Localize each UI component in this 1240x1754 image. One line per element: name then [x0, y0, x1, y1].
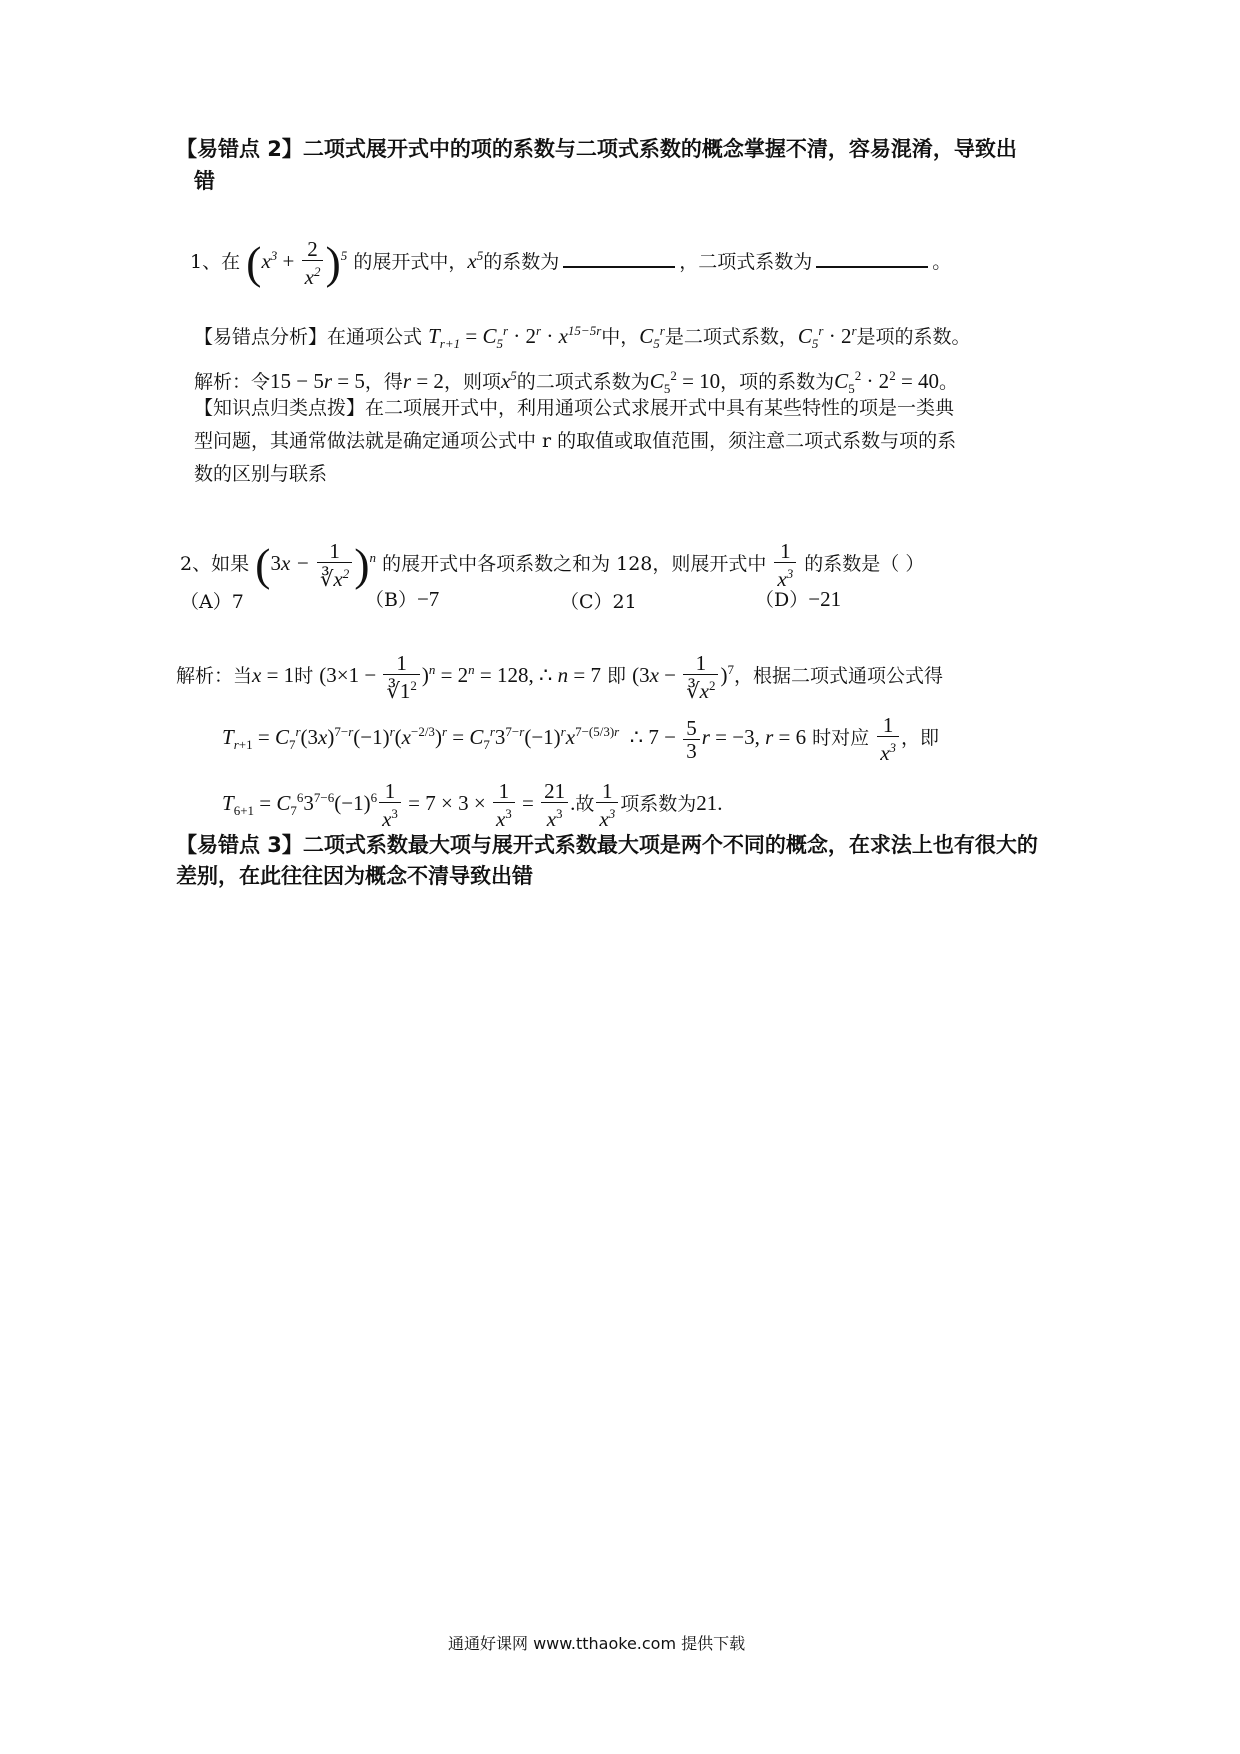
solution2-line2-end: ，即 [901, 727, 940, 749]
solution1-term: $x^5$ [500, 368, 517, 393]
term-t7-calculation: $T_{6+1} = C_7^63^{7-6}(-1)^6$ $\frac{1}{x^3}$ = 7 × 3 × $\frac{1}{x^3}$ = $\frac{21}{x^3}$ . [222, 779, 576, 832]
option-b[interactable] [365, 584, 439, 615]
solution2-label: 解析：当 [176, 665, 253, 687]
q1-prefix: 1、在 [190, 251, 241, 273]
section2-heading-line1: 【易错点 2】二项式展开式中的项的系数与二项式系数的概念掌握不清，容易混淆，导致出 [176, 137, 1017, 161]
q1-term: $x^5$ [467, 248, 484, 273]
knowledge-line2: 型问题，其通常做法就是确定通项公式中 r 的取值或取值范围，须注意二项式系数与项的系 [194, 430, 957, 452]
solution1-text-a: ，得 [364, 371, 403, 393]
solution2-target-term: $\frac{1}{x^3}$ [877, 714, 899, 764]
solution1-end: 。 [939, 371, 959, 393]
option-d-label: （D） [755, 589, 809, 611]
q1-mid: 的展开式中， [353, 251, 468, 273]
q2-mid: 的展开式中各项系数之和为 128，则展开式中 [382, 553, 767, 575]
option-a-label: （A） [180, 591, 232, 613]
option-d-value: −21 [808, 587, 842, 611]
analysis1-text-d: 是项的系数。 [856, 326, 971, 348]
term-coef-expr: $C_5^r \cdot 2^r$ [797, 323, 857, 352]
solution1-label: 解析：令 [194, 371, 271, 393]
option-d[interactable] [755, 584, 841, 615]
option-a[interactable] [180, 587, 244, 617]
q2-binomial-expression: (3x − $\frac{1}{∛x^2}$ )$^n$ [255, 539, 377, 592]
x-equals-1: x = 1 [252, 663, 295, 687]
q1-binomial-expression: ($x^3$ + $\frac{2}{x^2}$ )$^5$ [246, 237, 348, 290]
general-term-expansion: $T_{r+1} = C_7^r(3x)^{7-r}(-1)^r(x^{-2/3})^r = C_7^r3^{7-r}(-1)^rx^{7-(5/3)r}$ ∴ 7 − $\frac{5}{3}$ r = −3, r = 6 [222, 715, 807, 763]
option-b-label: （B） [365, 589, 417, 611]
solution1-text-b: ，则项 [443, 371, 501, 393]
option-c-value: 21 [612, 591, 637, 613]
q1-binom-label: ，二项式系数为 [679, 251, 813, 273]
solution1-text-c: 的二项式系数为 [516, 371, 650, 393]
option-c-label: （C） [560, 591, 613, 613]
solution2-when: 时 [294, 665, 314, 687]
solution2-tail: ，根据二项式通项公式得 [733, 665, 943, 687]
solution1-text-d: ，项的系数为 [720, 371, 835, 393]
solution2-ji: 即 [607, 665, 627, 687]
solution2-gu: 故 [575, 793, 595, 815]
analysis1-label: 【易错点分析】 [194, 326, 328, 348]
analysis-1 [194, 316, 971, 359]
option-a-value: 7 [231, 591, 244, 613]
section2-heading-line2: 错 [194, 169, 215, 193]
general-term-formula: $T_{r+1} = C_5^r \cdot 2^r \cdot x^{15-5r}$ [428, 323, 602, 352]
q1-binom-blank[interactable] [816, 248, 928, 268]
equation-15-5r: 15 − 5r = 5 [270, 369, 365, 393]
solution2-answer: 21 [696, 791, 718, 815]
knowledge-line3: 数的区别与联系 [194, 463, 328, 485]
q1-coef-label: 的系数为 [483, 251, 560, 273]
solution2-final-term: $\frac{1}{x^3}$ [596, 780, 618, 830]
solution2-line3-end: 项系数为 [620, 793, 697, 815]
q2-end: 的系数是（ ） [804, 553, 925, 575]
question-1 [190, 226, 951, 292]
section3-heading-line2: 差别，在此往往因为概念不清导致出错 [176, 864, 533, 888]
sum-of-coefficients: (3×1 − $\frac{1}{∛1^2}$ )$^n = 2^n = 128$, ∴ n = 7 [319, 651, 601, 704]
solution-2-line1 [176, 635, 943, 711]
analysis1-text-b: 中， [601, 326, 640, 348]
section3-heading-line1: 【易错点 3】二项式系数最大项与展开式系数最大项是两个不同的概念，在求法上也有很大的 [176, 833, 1038, 857]
q1-end: 。 [932, 251, 952, 273]
binomial-coef-expr: $C_5^r$ [639, 323, 665, 352]
analysis1-text-a: 在通项公式 [327, 326, 423, 348]
q2-prefix: 2、如果 [180, 553, 250, 575]
binomial-coef-value: $C_5^2 = 10$ [649, 368, 721, 397]
q2-target-term: $\frac{1}{x^3}$ [774, 540, 796, 590]
term-coef-value: $C_5^2 \cdot 2^2 = 40$ [834, 368, 940, 397]
knowledge-line1: 【知识点归类点拨】在二项展开式中，利用通项公式求展开式中具有某些特性的项是一类典 [194, 397, 955, 419]
solution2-line2-tail: 时对应 [812, 727, 870, 749]
analysis1-text-c: 是二项式系数， [664, 326, 798, 348]
option-c[interactable] [560, 587, 637, 617]
q1-coef-blank[interactable] [563, 248, 675, 268]
r-equals-2: r = 2 [402, 369, 444, 393]
footer-text: 通通好课网 www.tthaoke.com 提供下载 [448, 1634, 746, 1653]
option-b-value: −7 [416, 587, 440, 611]
solution-2-line2 [222, 702, 939, 775]
solution-2-line3: $T_{6+1} = C_7^63^{7-6}(-1)^6$ $\frac{1}{x^3}$ = 7 × 3 × $\frac{1}{x^3}$ = $\frac{21}{x^3}$ .故 $\frac{1}{x^3}$ 项系数为21. [222, 779, 723, 832]
expression-n7: (3x − $\frac{1}{∛x^2}$ )$^7$ [632, 651, 734, 704]
